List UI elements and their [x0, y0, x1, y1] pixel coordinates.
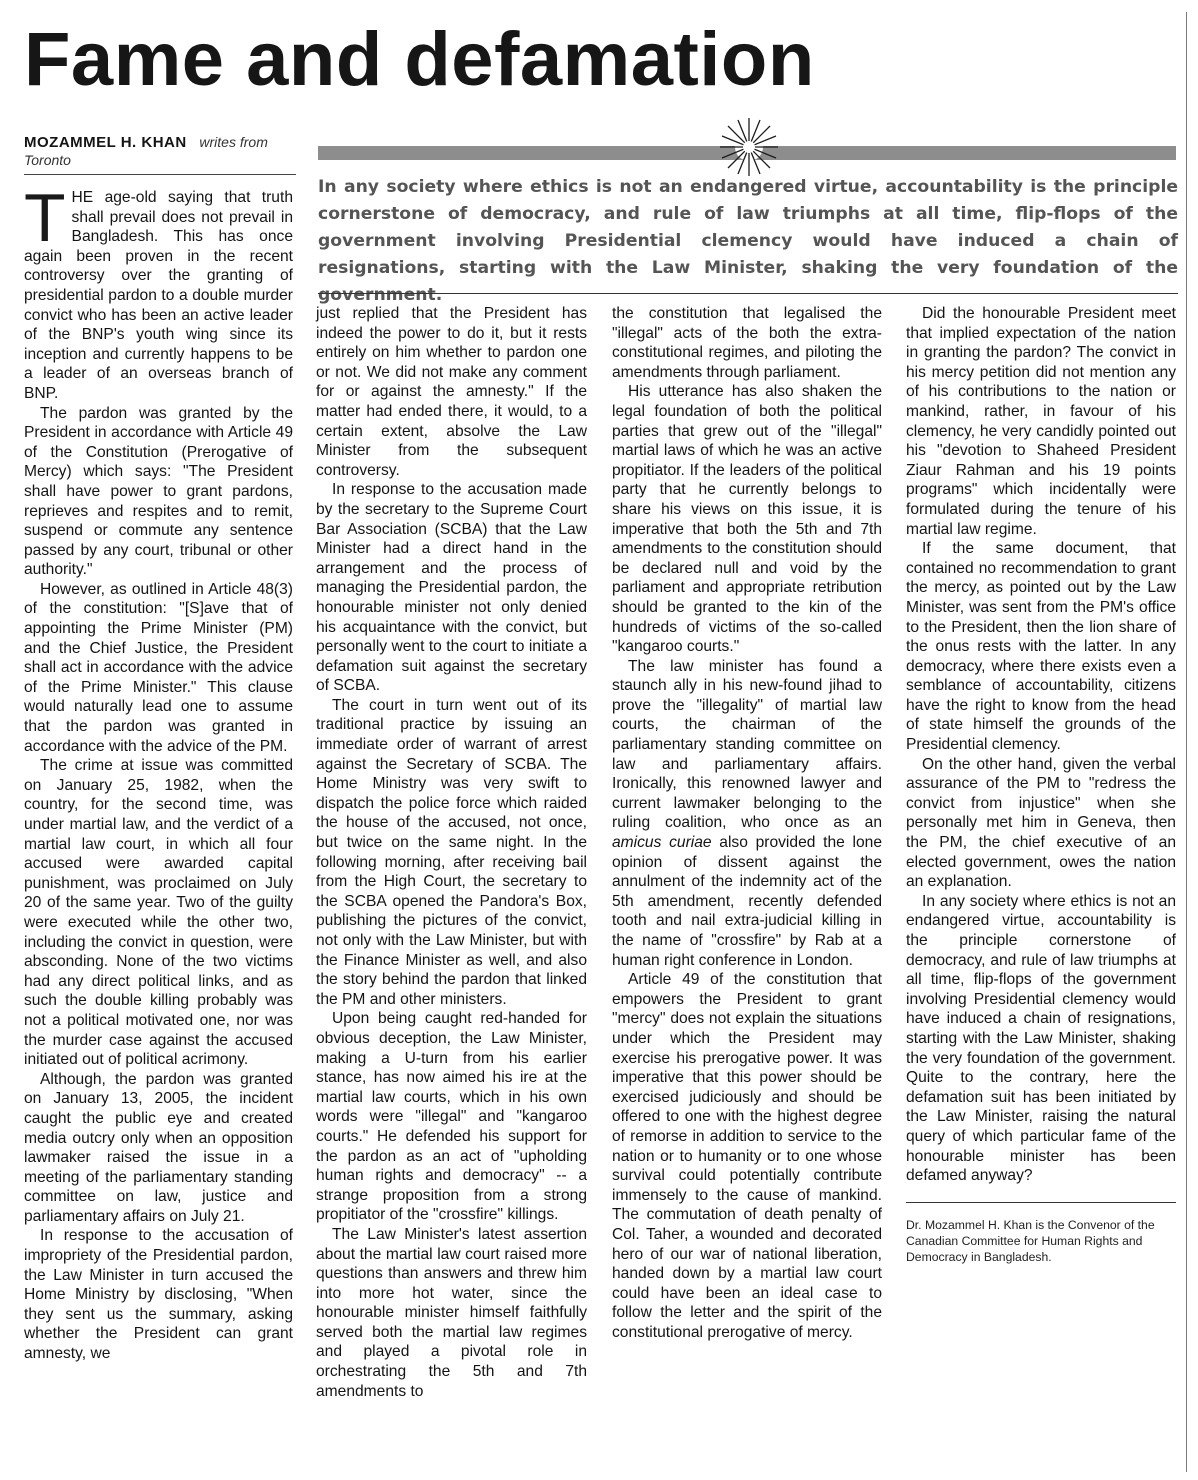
article-paragraph: His utterance has also shaken the legal foundation of both the political parties that grew out of the "illegal" martial laws of which he was an active propitiator. If the leaders of the political party that he currently belongs to share his views on this issue, it is imperative that both the 5th and 7th amendments to the constitution should be declared null and void by the parliament and appropriate retribution should be granted to the kin of the hundreds of victims of the so-called "kangaroo courts.": [612, 383, 882, 656]
article-paragraph: Did the honourable President meet that implied expectation of the nation in granting the pardon? The convict in his mercy petition did not mention any of his contributions to the nation or mankind, rather, in favour of his clemency, he very candidly pointed out his "devotion to Shaheed President Ziaur Rahman and his 19 points programs" which incidentally were formulated during the tenure of his martial law regime.: [906, 305, 1176, 538]
article-paragraph: Upon being caught red-handed for obvious deception, the Law Minister, making a U-turn from his earlier stance, has now aimed his ire at the martial law courts, which in his own words were "illegal" and "kangaroo courts." He defended his support for the pardon as an act of "upholding human rights and democracy" -- a strange proposition from a strong propitiator of the "crossfire" killings.: [316, 1010, 587, 1224]
author-name: [24, 134, 191, 151]
article-paragraph: Article 49 of the constitution that empowers the President to grant "mercy" does not explain the situations under which the President may exercise his prerogative power. It was imperative that this power should be exercised judiciously and should be offered to one with the highest degree of remorse in addition to service to the nation or to humanity or to one whose survival could potentially contribute immensely to the cause of mankind. The commutation of death penalty of Col. Taher, a wounded and decorated hero of our war of national liberation, handed down by a martial law court could have been an ideal case to follow the letter and the spirit of the constitutional prerogative of mercy.: [612, 971, 882, 1341]
byline: [24, 134, 294, 175]
article-paragraph: [24, 180, 293, 404]
writes-from-label: writes from: [199, 134, 268, 150]
author-middle-initial: H.: [120, 134, 137, 151]
article-paragraph: The pardon was granted by the President in accordance with Article 49 of the Constitution (Prerogative of Mercy) which says: "The President shall have power to grant pardons, reprieves and respites and to remit, suspend or commute any sentence passed by any court, tribunal or other authority.": [24, 404, 293, 579]
article-paragraph: [612, 657, 882, 971]
article-paragraph: the constitution that legalised the "illegal" acts of the both the extra-constitutional regimes, and piloting the amendments through parliament.: [612, 305, 882, 381]
article-paragraph: If the same document, that contained no recommendation to grant the mercy, as pointed out by the Law Minister, was sent from the PM's office to the President, then the lion share of the onus rests with the latter. In any democracy, where there exists even a semblance of accountability, citizens have the right to know from the head of state himself the grounds of the Presidential clemency.: [906, 540, 1176, 754]
italic-term: amicus curiae: [612, 834, 712, 852]
pullquote: In any society where ethics is not an endangered virtue, accountability is the principle cornerstone of democracy, and rule of law triumphs at all time, flip-flops of the government involving Presidential clemency would have induced a chain of resignations, starting with the Law Minister, shaking the very foundation of the government.: [318, 177, 1178, 305]
headline: Fame and defamation: [24, 17, 815, 102]
article-paragraph: The Law Minister's latest assertion about the martial law court raised more questions than answers and threw him into more hot water, since the honourable minister himself faithfully served both the martial law regimes and played a pivotal role in orchestrating the 5th and 7th amendments to: [316, 1225, 587, 1400]
article-paragraph: In response to the accusation made by the secretary to the Supreme Court Bar Association (SCBA) that the Law Minister had a direct hand in the arrangement and the process of managing the Presidential pardon, the honourable minister not only denied his acquaintance with the convict, but personally went to the court to initiate a defamation suit against the secretary of SCBA.: [316, 481, 587, 695]
byline-rule: [24, 174, 296, 175]
author-last-name: KHAN: [141, 134, 187, 151]
article-column-4: [906, 304, 1176, 1265]
page-edge-divider: [1186, 12, 1187, 1472]
author-location: Toronto: [24, 152, 71, 168]
article-paragraph: Although, the pardon was granted on January 13, 2005, the incident caught the public eye and created media outcry only when an opposition lawmaker raised the issue in a meeting of the parliamentary standing committee on law, justice and parliamentary affairs on July 21.: [24, 1070, 293, 1225]
article-paragraph: The crime at issue was committed on January 25, 1982, when the country, for the second time, was under martial law, and the verdict of a martial law court, in which all four accused were awarded capital punishment, was proclaimed on July 20 of the same year. Two of the guilty were executed while the other two, including the convict in question, were absconding. None of the two victims had any direct political links, and as such the double killing probably was not a political motivated one, nor was the murder case against the accused initiated out of political acrimony.: [24, 757, 293, 1069]
bio-rule: [906, 1202, 1176, 1203]
paragraph-text: The law minister has found a staunch ally in his new-found jihad to prove the "illegality" of martial law courts, the chairman of the parliamentary standing committee on law and parliamentary affairs. Ironically, this renowned lawyer and current lawmaker belonging to the ruling coalition, who once as an: [612, 657, 882, 832]
article-paragraph: On the other hand, given the verbal assurance of the PM to "redress the convict from injustice" when she personally met him in Geneva, then the PM, the chief executive of an elected government, owes the nation an explanation.: [906, 755, 1176, 891]
paragraph-text: also provided the lone opinion of dissent against the annulment of the indemnity act of the 5th amendment, recently defended tooth and nail extra-judicial killing in the name of "crossfire" by Rab at a human right conference in London.: [612, 834, 882, 969]
article-column-1: [24, 180, 293, 1364]
article-paragraph: In response to the accusation of impropriety of the Presidential pardon, the Law Minister in turn accused the Home Ministry by disclosing, "When they sent us the summary, asking whether the President can grant amnesty, we: [24, 1227, 293, 1363]
paragraph-text: HE age-old saying that truth shall prevail does not prevail in Bangladesh. This has once again been proven in the recent controversy over the granting of presidential pardon to a double murder convict who has been an active leader of the BNP's youth wing since its inception and currently happens to be a leader of an overseas branch of BNP.: [24, 189, 293, 402]
article-column-2: [316, 304, 587, 1401]
drop-cap: T: [24, 180, 66, 256]
article-paragraph: The court in turn went out of its traditional practice by issuing an immediate order of warrant of arrest against the Secretary of SCBA. The Home Ministry was very swift to dispatch the police force which raided the house of the accused, not once, but twice on the same night. In the following morning, after receiving bail from the High Court, the secretary to the SCBA opened the Pandora's Box, publishing the pictures of the convict, not only with the Law Minister, but with the Finance Minister as well, and also the story behind the pardon that linked the PM and other ministers.: [316, 696, 587, 1008]
article-paragraph: just replied that the President has indeed the power to do it, but it rests entirely on him whether to pardon one or not. We did not make any comment for or against the amnesty." If the matter had ended there, it would, to a certain extent, absolve the Law Minister from the subsequent controversy.: [316, 305, 587, 479]
article-paragraph: In any society where ethics is not an endangered virtue, accountability is the principle cornerstone of democracy, and rule of law triumphs at all time, flip-flops of the government involving Presidential clemency would have induced a chain of resignations, starting with the Law Minister, shaking the very foundation of the government. Quite to the contrary, here the defamation suit has been initiated by the Law Minister, raising the natural query of which particular fame of the honourable minister has been defamed anyway?: [906, 892, 1176, 1185]
author-first-name: MOZAMMEL: [24, 134, 117, 151]
author-bio: Dr. Mozammel H. Khan is the Convenor of the Canadian Committee for Human Rights and Democracy in Bangladesh.: [906, 1217, 1155, 1264]
starburst-icon: [718, 116, 780, 178]
article-column-3: [612, 304, 882, 1342]
pullquote-rule: [318, 293, 1178, 294]
article-paragraph: However, as outlined in Article 48(3) of the constitution: "[S]ave that of appointing the Prime Minister (PM) and the Chief Justice, the President shall act in accordance with the advice of the Prime Minister." This clause would naturally lead one to assume that the pardon was granted in accordance with the advice of the PM.: [24, 580, 293, 755]
